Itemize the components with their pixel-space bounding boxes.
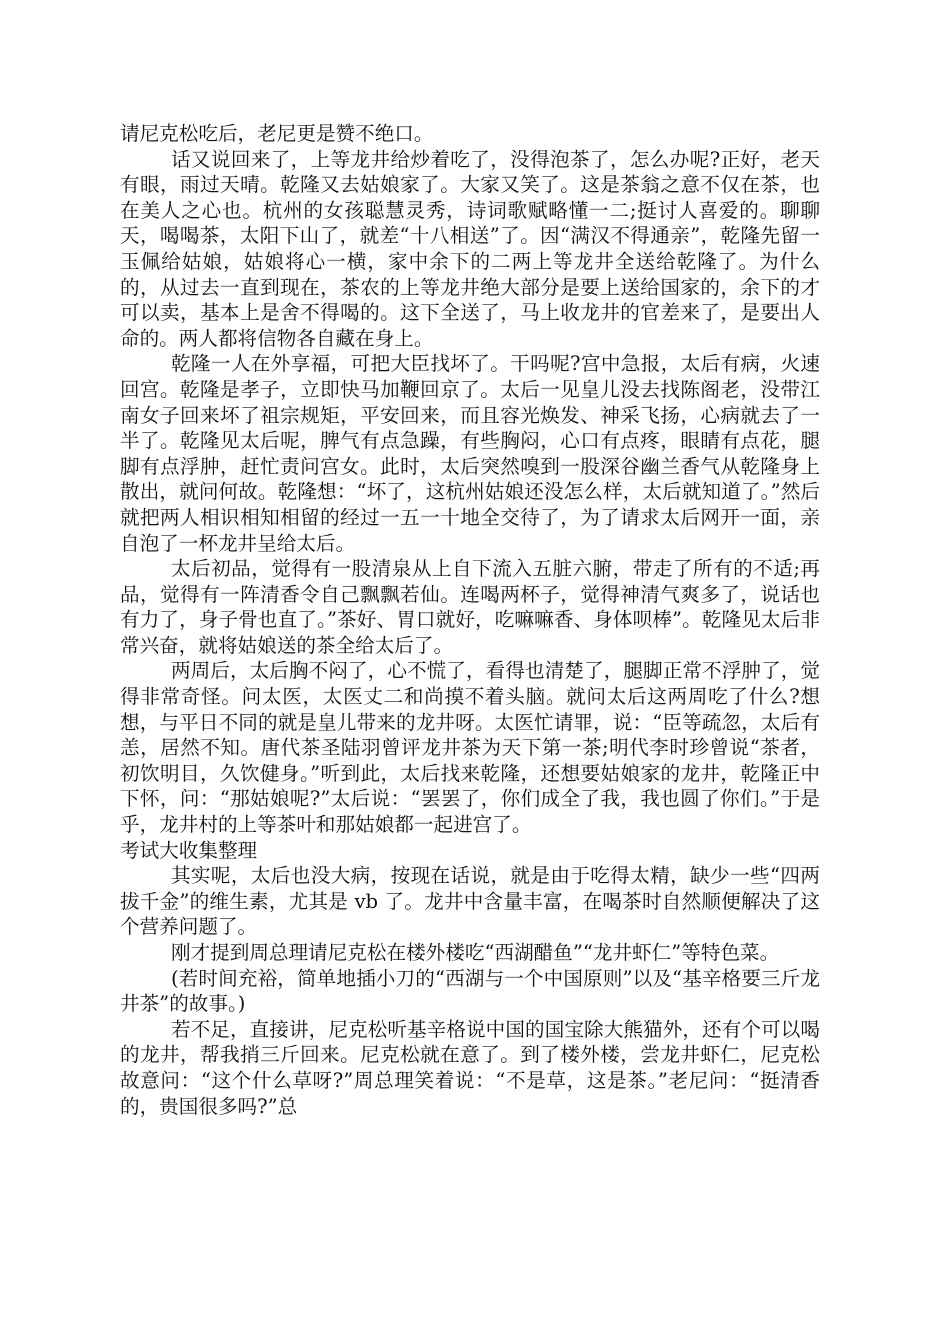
paragraph-empress-tasting: 太后初品，觉得有一股清泉从上自下流入五脏六腑，带走了所有的不适;再品，觉得有一阵清香令自己飘飘若仙。连喝两杯子，觉得神清气爽多了，说话也有力了，身子骨也直了。”茶好、胃口就好，吃嘛嘛香、身体呗棒”。乾隆见太后非常兴奋，就将姑娘送的茶全给太后了。 — [120, 557, 820, 657]
paragraph-nutrition: 其实呢，太后也没大病，按现在话说，就是由于吃得太精，缺少一些“四两拔千金”的维生素，尤其是 vb 了。龙井中含量丰富，在喝茶时自然顺便解决了这个营养问题了。 — [120, 864, 820, 939]
paragraph-continuation: 请尼克松吃后，老尼更是赞不绝口。 — [120, 122, 434, 145]
paragraph-return-to-palace: 乾隆一人在外享福，可把大臣找坏了。干吗呢?宫中急报，太后有病，火速回宫。乾隆是孝子，立即快马加鞭回京了。太后一见皇儿没去找陈阁老，没带江南女子回来坏了祖宗规矩，平安回来，而且容光焕发、神采飞扬，心病就去了一半了。乾隆见太后呢，脾气有点急躁，有些胸闷，心口有点疼，眼睛有点花，腿脚有点浮肿，赶忙责问宫女。此时，太后突然嗅到一股深谷幽兰香气从乾隆身上散出，就问何故。乾隆想：“坏了，这杭州姑娘还没怎么样，太后就知道了。”然后就把两人相识相知相留的经过一五一十地全交待了，为了请求太后网开一面，亲自泡了一杯龙井呈给太后。 — [120, 352, 820, 555]
source-note: 考试大收集整理 — [120, 838, 258, 862]
document-page — [120, 121, 820, 1119]
paragraph-optional-note: (若时间充裕，简单地插小刀的“西湖与一个中国原则”以及“基辛格要三斤龙井茶”的故事。) — [120, 966, 820, 1016]
paragraph-qianlong-visit: 话又说回来了，上等龙井给炒着吃了，没得泡茶了，怎么办呢?正好，老天有眼，雨过天晴。乾隆又去姑娘家了。大家又笑了。这是茶翁之意不仅在茶，也在美人之心也。杭州的女孩聪慧灵秀，诗词歌赋略懂一二;挺讨人喜爱的。聊聊天，喝喝茶，太阳下山了，就差“十八相送”了。因“满汉不得通亲”，乾隆先留一玉佩给姑娘，姑娘将心一横，家中余下的二两上等龙井全送给乾隆了。为什么的，从过去一直到现在，茶农的上等龙井绝大部分是要上送给国家的，余下的才可以卖，基本上是舍不得喝的。这下全送了，马上收龙井的官差来了，是要出人命的。两人都将信物各自藏在身上。 — [120, 147, 820, 350]
paragraph-zhou-nixon: 刚才提到周总理请尼克松在楼外楼吃“西湖醋鱼”“龙井虾仁”等特色菜。 — [170, 941, 780, 964]
paragraph-nixon-story: 若不足，直接讲，尼克松听基辛格说中国的国宝除大熊猫外，还有个可以喝的龙井，帮我捎三斤回来。尼克松就在意了。到了楼外楼，尝龙井虾仁，尼克松故意问：“这个什么草呀?”周总理笑着说：“不是草，这是茶。”老尼问：“挺清香的，贵国很多吗?”总 — [120, 1017, 820, 1118]
paragraph-two-weeks-later: 两周后，太后胸不闷了，心不慌了，看得也清楚了，腿脚正常不浮肿了，觉得非常奇怪。问太医，太医丈二和尚摸不着头脑。就问太后这两周吃了什么?想想，与平日不同的就是皇儿带来的龙井呀。太医忙请罪，说：“臣等疏忽，太后有恙，居然不知。唐代茶圣陆羽曾评龙井茶为天下第一茶;明代李时珍曾说“茶者，初饮明目，久饮健身。”听到此，太后找来乾隆，还想要姑娘家的龙井，乾隆正中下怀，问：“那姑娘呢?”太后说：“罢罢了，你们成全了我，我也圆了你们。”于是乎，龙井村的上等茶叶和那姑娘都一起进宫了。 — [120, 659, 820, 837]
